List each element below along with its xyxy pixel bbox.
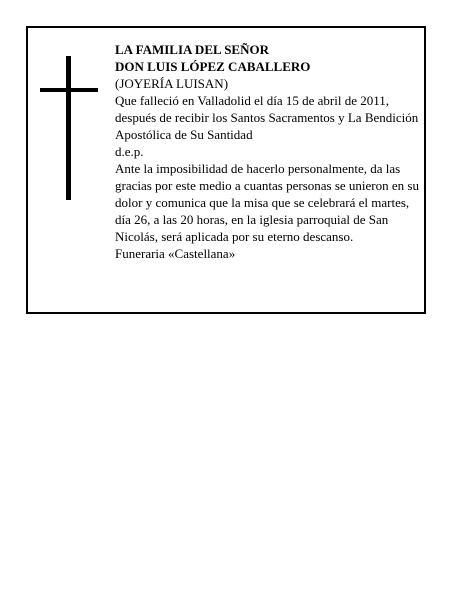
rip-abbreviation: d.e.p. — [115, 144, 144, 159]
notice-title-line-2: DON LUIS LÓPEZ CABALLERO — [115, 59, 311, 74]
cross-vertical-bar — [66, 56, 71, 200]
funeral-home: Funeraria «Castellana» — [115, 246, 236, 261]
cross-icon — [40, 56, 98, 200]
obituary-notice — [26, 26, 426, 314]
cross-horizontal-bar — [40, 88, 98, 92]
business-name: (JOYERÍA LUISAN) — [115, 76, 229, 91]
notice-text — [115, 41, 421, 262]
death-announcement: Que falleció en Valladolid el día 15 de abril de 2011, después de recibir los Santos Sacramentos y La Bendición Apostólica de Su Santidad — [115, 93, 419, 142]
notice-title-line-1: LA FAMILIA DEL SEÑOR — [115, 42, 269, 57]
thanks-and-mass-announcement: Ante la imposibilidad de hacerlo personalmente, da las gracias por este medio a cuantas personas se unieron en su dolor y comunica que la misa que se celebrará el martes, día 26, a las 20 horas, en la iglesia parroquial de San Nicolás, será aplicada por su eterno descanso. — [115, 161, 419, 244]
